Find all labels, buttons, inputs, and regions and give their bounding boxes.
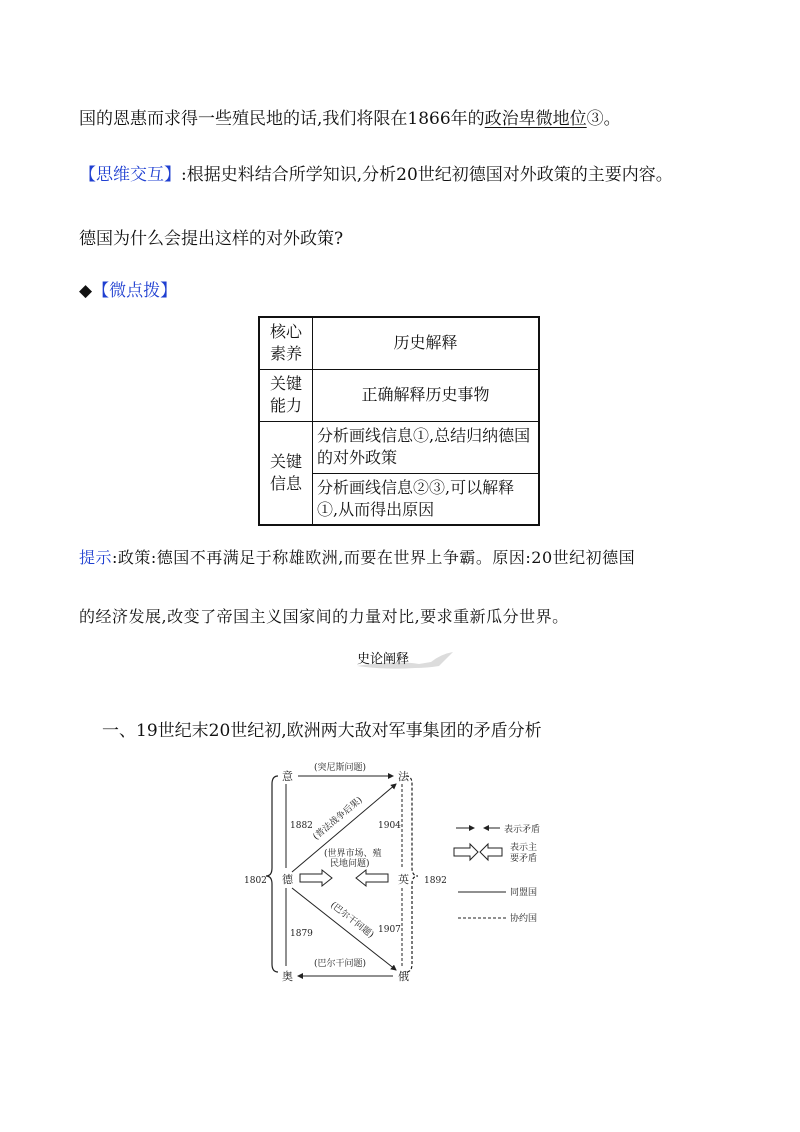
table-head: 关键信息 bbox=[259, 421, 313, 525]
diamond-icon: ◆ bbox=[79, 281, 93, 301]
tip-tag: 【微点拨】 bbox=[92, 281, 178, 301]
legend-alliance: 同盟国 bbox=[510, 888, 538, 898]
tip-table bbox=[258, 316, 540, 526]
text-line-2: 【思维交互】:根据史料结合所学知识,分析20世纪初德国对外政策的主要内容。 bbox=[79, 165, 673, 185]
left-brace bbox=[266, 776, 278, 972]
table-row bbox=[259, 369, 539, 421]
label-tunis: (突尼斯问题) bbox=[314, 763, 367, 773]
thinking-tag: 【思维交互】 bbox=[79, 165, 181, 185]
year-1892: 1892 bbox=[424, 876, 447, 886]
table-cell: 历史解释 bbox=[313, 317, 540, 369]
table-cell: 正确解释历史事物 bbox=[313, 369, 540, 421]
node-britain: 英 bbox=[398, 873, 409, 886]
legend-main-1: 表示主 bbox=[510, 843, 538, 853]
alliance-diagram bbox=[238, 760, 578, 990]
label-world: (世界市场、殖 bbox=[324, 849, 382, 859]
node-russia: 俄 bbox=[398, 970, 409, 983]
year-1879: 1879 bbox=[290, 929, 313, 939]
node-austria: 奥 bbox=[282, 970, 293, 983]
legend-entente: 协约国 bbox=[510, 914, 538, 924]
year-1802: 1802 bbox=[244, 876, 267, 886]
table-head: 核心素养 bbox=[259, 317, 313, 369]
year-1907: 1907 bbox=[378, 925, 401, 935]
section-stamp bbox=[355, 646, 455, 672]
table-cell: 分析画线信息②③,可以解释①,从而得出原因 bbox=[313, 473, 540, 525]
table-row bbox=[259, 317, 539, 369]
node-germany: 德 bbox=[282, 873, 293, 886]
year-1904: 1904 bbox=[378, 821, 401, 831]
legend-main-2: 要矛盾 bbox=[510, 854, 538, 864]
year-1882: 1882 bbox=[290, 821, 313, 831]
section-title: 一、19世纪末20世纪初,欧洲两大敌对军事集团的矛盾分析 bbox=[102, 721, 542, 741]
label-balkan-bottom: (巴尔干问题) bbox=[314, 959, 367, 969]
text-line-3: 德国为什么会提出这样的对外政策? bbox=[79, 229, 344, 249]
label-world-2: 民地问题) bbox=[330, 859, 370, 869]
node-italy: 意 bbox=[282, 770, 293, 783]
legend-contradiction: 表示矛盾 bbox=[504, 825, 541, 835]
table-cell: 分析画线信息①,总结归纳德国的对外政策 bbox=[313, 421, 540, 473]
main-arrow-left bbox=[356, 870, 388, 886]
hint-line-1: 提示:政策:德国不再满足于称雄欧洲,而要在世界上争霸。原因:20世纪初德国 bbox=[79, 548, 636, 567]
legend-main-arrow-left bbox=[480, 844, 502, 860]
label-balkan-diag: (巴尔干问题) bbox=[328, 900, 376, 941]
hint-line-2: 的经济发展,改变了帝国主义国家间的力量对比,要求重新瓜分世界。 bbox=[79, 607, 569, 626]
stamp-text: 史论阐释 bbox=[357, 652, 410, 667]
node-france: 法 bbox=[398, 770, 409, 783]
table-row bbox=[259, 421, 539, 473]
underlined-phrase: 政治卑微地位 bbox=[484, 109, 587, 129]
text-line-1: 国的恩惠而求得一些殖民地的话,我们将限在1866年的政治卑微地位③。 bbox=[79, 109, 621, 129]
text-line-4 bbox=[79, 276, 177, 301]
table-head: 关键能力 bbox=[259, 369, 313, 421]
hint-label: 提示 bbox=[79, 548, 113, 567]
main-arrow-right bbox=[300, 870, 332, 886]
label-alsace: (普法战争后果) bbox=[311, 795, 365, 843]
legend-main-arrow-right bbox=[454, 844, 478, 860]
